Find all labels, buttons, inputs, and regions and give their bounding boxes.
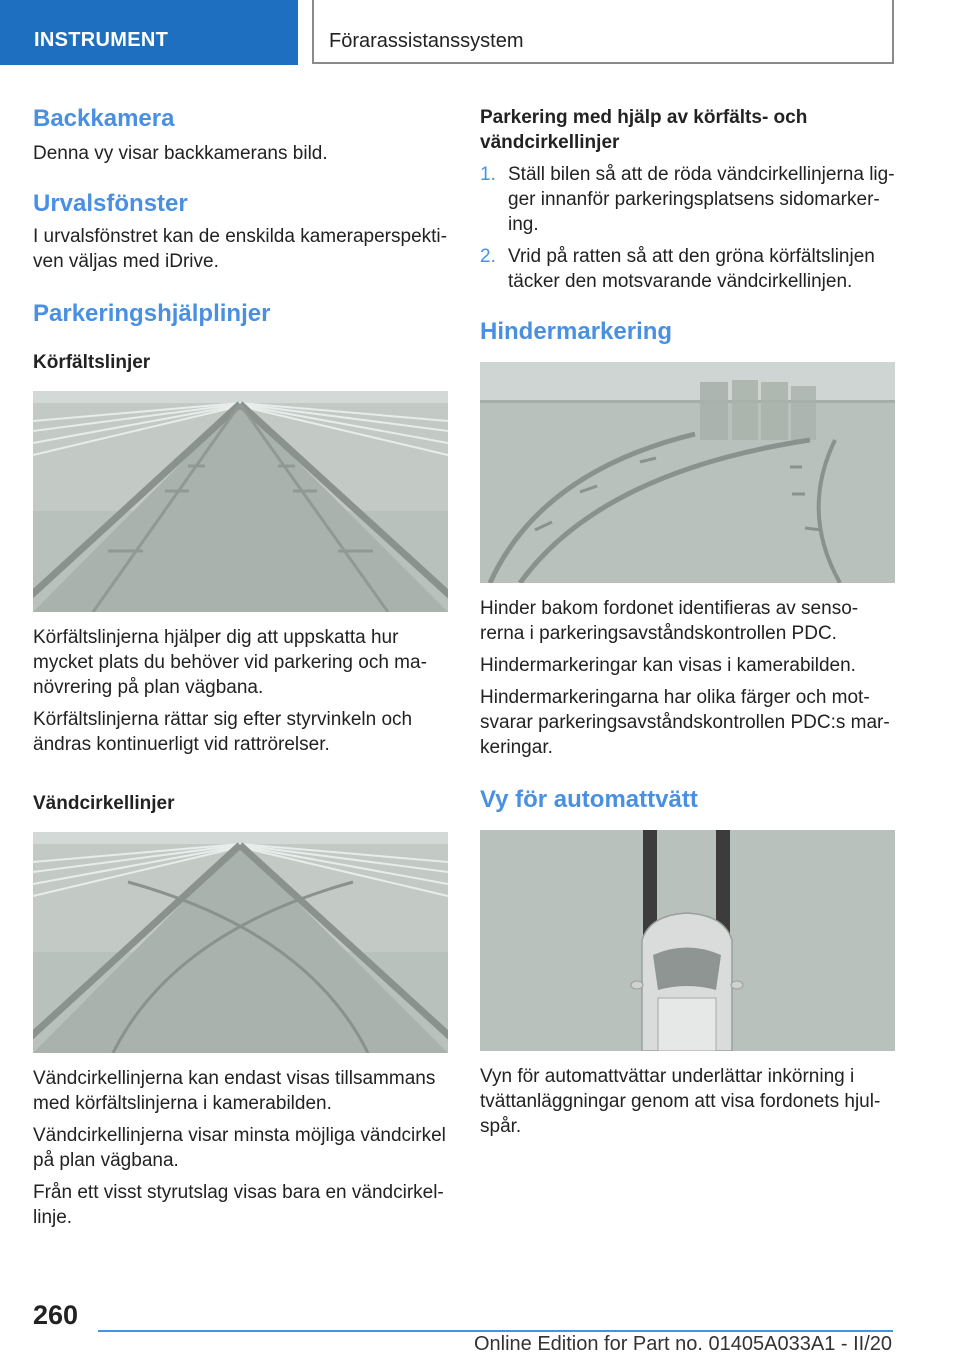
chapter-title: Förarassistanssystem [329,30,524,52]
edition-text: Online Edition for Part no. 01405A033A1 - II/20 [473,1333,892,1355]
text-korfaltslinjer-1: Körfältslinjerna hjälper dig att uppskatta hur mycket plats du behöver vid parkering och ma-növrering på plan vägbana. [33,627,427,698]
section-title: INSTRUMENT [34,29,169,51]
step-item [480,244,895,294]
text-vandcirkellinjer-3: Från ett visst styrutslag visas bara en vändcirkel-linje. [33,1182,444,1228]
heading-parkeringshjalplinjer: Parkeringshjälplinjer [33,300,271,327]
text-urvalsfonster: I urvalsfönstret kan de enskilda kameraperspekti-ven väljas med iDrive. [33,226,447,272]
chapter-header [312,0,894,64]
text-vandcirkellinjer-2: Vändcirkellinjerna visar minsta möjliga vändcirkel på plan vägbana. [33,1125,446,1171]
turning-circle-figure [33,832,448,1053]
step-text: Vrid på ratten så att den gröna körfältslinjen täcker den motsvarande vändcirkellinjen. [508,246,875,292]
page-number: 260 [33,1300,79,1330]
step-number: 1. [480,164,496,185]
text-korfaltslinjer-2: Körfältslinjerna rättar sig efter styrvinkeln och ändras kontinuerligt vid rattrörelser. [33,709,413,755]
car-wash-view-figure [480,830,895,1051]
left-column [33,100,448,1230]
step-text: Ställ bilen så att de röda vändcirkellinjerna lig-ger innanför parkeringsplatsens sidomarker-ing. [508,164,895,235]
steps-list [480,162,895,294]
heading-korfaltslinjer: Körfältslinjer [33,352,151,373]
heading-parkering-med-hjalp: Parkering med hjälp av körfälts- och vändcirkellinjer [480,107,808,153]
section-tab [0,0,298,65]
heading-vandcirkellinjer: Vändcirkellinjer [33,793,175,814]
text-hindermarkering-2: Hindermarkeringar kan visas i kamerabilden. [480,655,856,676]
text-automattvatt: Vyn för automattvättar underlättar inkörning i tvättanläggningar genom att visa fordonets hjul-spår. [480,1066,881,1137]
step-item [480,162,895,237]
heading-urvalsfonster: Urvalsfönster [33,190,188,217]
text-hindermarkering-3: Hindermarkeringarna har olika färger och mot-svarar parkeringsavståndskontrollen PDC:s mar-keringar. [480,687,890,758]
obstacle-marking-figure [480,362,895,583]
footer-divider [98,1330,893,1332]
text-backkamera: Denna vy visar backkamerans bild. [33,143,328,164]
step-number: 2. [480,246,496,267]
right-column [480,100,895,1139]
heading-hindermarkering: Hindermarkering [480,318,673,345]
heading-backkamera: Backkamera [33,105,175,132]
lane-lines-figure [33,391,448,612]
heading-vy-for-automattvatt: Vy för automattvätt [480,786,698,813]
text-hindermarkering-1: Hinder bakom fordonet identifieras av senso-rerna i parkeringsavståndskontrollen PDC. [480,598,859,644]
text-vandcirkellinjer-1: Vändcirkellinjerna kan endast visas tillsammans med körfältslinjerna i kamerabilden. [33,1068,436,1114]
